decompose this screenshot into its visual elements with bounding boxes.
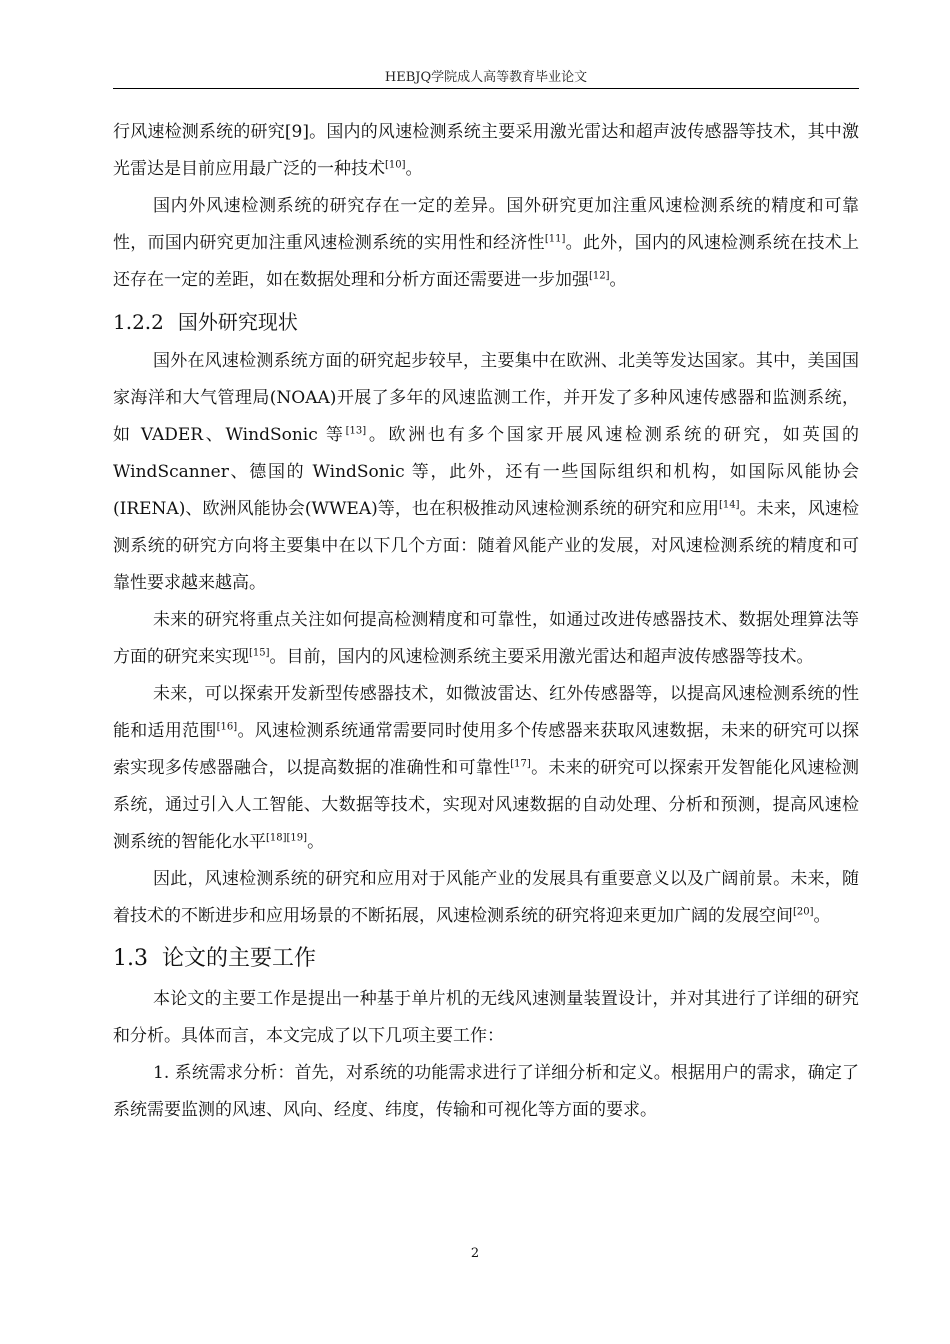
page-body — [113, 114, 859, 1129]
paragraph: 本论文的主要工作是提出一种基于单片机的无线风速测量装置设计，并对其进行了详细的研究和分析。具体而言，本文完成了以下几项主要工作： — [113, 989, 859, 1046]
running-header: HEBJQ学院成人高等教育毕业论文 — [384, 70, 588, 85]
list-item: 1. 系统需求分析：首先，对系统的功能需求进行了详细分析和定义。根据用户的需求，确定了系统需要监测的风速、风向、经度、纬度，传输和可视化等方面的要求。 — [113, 1063, 859, 1120]
section-heading-1-3: 1.3 论文的主要工作 — [113, 946, 317, 971]
header-divider — [113, 88, 859, 89]
paragraph: 未来的研究将重点关注如何提高检测精度和可靠性，如通过改进传感器技术、数据处理算法等方面的研究来实现[15]。目前，国内的风速检测系统主要采用激光雷达和超声波传感器等技术。 — [113, 610, 859, 667]
paragraph: 国内外风速检测系统的研究存在一定的差异。国外研究更加注重风速检测系统的精度和可靠性，而国内研究更加注重风速检测系统的实用性和经济性[11]。此外，国内的风速检测系统在技术上还存在一定的差距，如在数据处理和分析方面还需要进一步加强[12]。 — [113, 196, 860, 290]
paragraph: 因此，风速检测系统的研究和应用对于风能产业的发展具有重要意义以及广阔前景。未来，随着技术的不断进步和应用场景的不断拓展，风速检测系统的研究将迎来更加广阔的发展空间[20]。 — [113, 869, 859, 926]
section-heading-1-2-2: 1.2.2 国外研究现状 — [113, 310, 298, 334]
paragraph: 未来，可以探索开发新型传感器技术，如微波雷达、红外传感器等，以提高风速检测系统的性能和适用范围[16]。风速检测系统通常需要同时使用多个传感器来获取风速数据，未来的研究可以探索实现多传感器融合，以提高数据的准确性和可靠性[17]。未来的研究可以探索开发智能化风速检测系统，通过引入人工智能、大数据等技术，实现对风速数据的自动处理、分析和预测，提高风速检测系统的智能化水平[18][19]。 — [113, 684, 860, 852]
page-number: 2 — [470, 1246, 480, 1261]
paragraph: 行风速检测系统的研究[9]。国内的风速检测系统主要采用激光雷达和超声波传感器等技术，其中激光雷达是目前应用最广泛的一种技术[10]。 — [113, 122, 859, 179]
paragraph: 国外在风速检测系统方面的研究起步较早，主要集中在欧洲、北美等发达国家。其中，美国国家海洋和大气管理局(NOAA)开展了多年的风速监测工作，并开发了多种风速传感器和监测系统，如 VADER、WindSonic 等[13]。欧洲也有多个国家开展风速检测系统的研究，如英国的 WindScanner、德国的 WindSonic 等，此外，还有一些国际组织和机构，如国际风能协会(IRENA)、欧洲风能协会(WWEA)等，也在积极推动风速检测系统的研究和应用[14]。未来，风速检测系统的研究方向将主要集中在以下几个方面：随着风能产业的发展，对风速检测系统的精度和可靠性要求越来越高。 — [113, 351, 860, 593]
